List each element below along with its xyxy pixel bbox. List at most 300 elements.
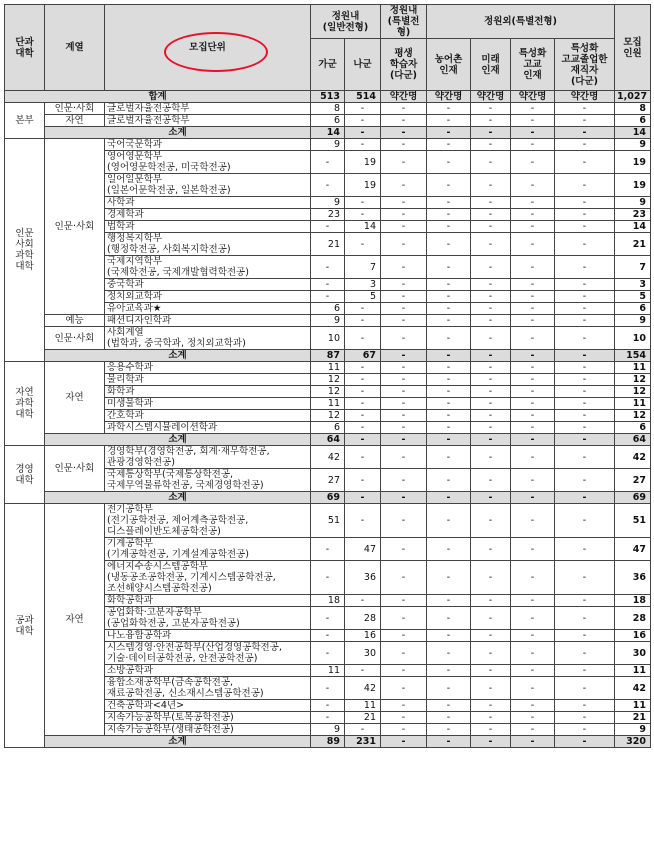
field-name: 인문·사회 [45, 446, 105, 492]
value-specialized-hs: - [511, 724, 555, 736]
value-lifelong: - [381, 327, 427, 350]
value-specialized-grad: - [555, 115, 615, 127]
value-total: 51 [615, 504, 651, 538]
value-ga: 9 [311, 197, 345, 209]
value-na: - [345, 115, 381, 127]
value-future: - [471, 362, 511, 374]
value-specialized-grad: - [555, 256, 615, 279]
value-total: 19 [615, 151, 651, 174]
value-lifelong: - [381, 398, 427, 410]
grand-total-future: 약간명 [471, 91, 511, 103]
value-specialized-grad: - [555, 724, 615, 736]
value-specialized-grad: - [555, 561, 615, 595]
value-lifelong: - [381, 103, 427, 115]
value-specialized-grad: - [555, 422, 615, 434]
value-total: 6 [615, 115, 651, 127]
value-total: 12 [615, 374, 651, 386]
value-rural: - [427, 115, 471, 127]
value-total: 7 [615, 256, 651, 279]
field-name: 예능 [45, 315, 105, 327]
subtotal-row [5, 434, 651, 446]
subtotal-specialized-hs: - [511, 736, 555, 748]
subtotal-na: 231 [345, 736, 381, 748]
value-lifelong: - [381, 422, 427, 434]
value-future: - [471, 665, 511, 677]
grand-total-total: 1,027 [615, 91, 651, 103]
value-future: - [471, 561, 511, 595]
value-na: 36 [345, 561, 381, 595]
value-lifelong: - [381, 469, 427, 492]
value-ga: 51 [311, 504, 345, 538]
subtotal-total: 14 [615, 127, 651, 139]
grand-total-rural: 약간명 [427, 91, 471, 103]
value-future: - [471, 327, 511, 350]
unit-name: 시스템경영·안전공학부(산업경영공학전공, 기술·데이터공학전공, 안전공학전공) [105, 642, 311, 665]
value-na: 30 [345, 642, 381, 665]
value-future: - [471, 209, 511, 221]
value-lifelong: - [381, 538, 427, 561]
value-specialized-hs: - [511, 642, 555, 665]
value-lifelong: - [381, 374, 427, 386]
value-total: 9 [615, 724, 651, 736]
subtotal-lifelong: - [381, 492, 427, 504]
value-rural: - [427, 712, 471, 724]
value-future: - [471, 115, 511, 127]
value-specialized-hs: - [511, 256, 555, 279]
value-future: - [471, 374, 511, 386]
value-rural: - [427, 538, 471, 561]
value-total: 23 [615, 209, 651, 221]
value-specialized-hs: - [511, 197, 555, 209]
value-total: 42 [615, 677, 651, 700]
header-in-special: 정원내 (특별전형) [381, 5, 427, 39]
value-lifelong: - [381, 630, 427, 642]
value-total: 28 [615, 607, 651, 630]
value-total: 36 [615, 561, 651, 595]
value-specialized-grad: - [555, 712, 615, 724]
subtotal-label: 소계 [45, 492, 311, 504]
value-na: - [345, 504, 381, 538]
value-total: 21 [615, 233, 651, 256]
value-total: 9 [615, 197, 651, 209]
value-total: 9 [615, 139, 651, 151]
header-total: 모집 인원 [615, 5, 651, 91]
value-specialized-grad: - [555, 410, 615, 422]
subtotal-future: - [471, 736, 511, 748]
value-total: 16 [615, 630, 651, 642]
value-lifelong: - [381, 151, 427, 174]
value-rural: - [427, 504, 471, 538]
value-ga: 18 [311, 595, 345, 607]
unit-name: 패션디자인학과 [105, 315, 311, 327]
value-ga: - [311, 538, 345, 561]
subtotal-rural: - [427, 350, 471, 362]
header-unit: 모집단위 [105, 5, 311, 91]
value-na: 47 [345, 538, 381, 561]
value-specialized-hs: - [511, 538, 555, 561]
value-specialized-hs: - [511, 139, 555, 151]
value-specialized-hs: - [511, 410, 555, 422]
value-future: - [471, 712, 511, 724]
unit-name: 글로벌자율전공학부 [105, 115, 311, 127]
value-specialized-hs: - [511, 279, 555, 291]
value-lifelong: - [381, 233, 427, 256]
value-na: 21 [345, 712, 381, 724]
value-ga: - [311, 607, 345, 630]
value-lifelong: - [381, 139, 427, 151]
value-total: 11 [615, 665, 651, 677]
value-rural: - [427, 607, 471, 630]
value-rural: - [427, 422, 471, 434]
value-na: - [345, 410, 381, 422]
unit-name: 사회계열 (법학과, 중국학과, 정치외교학과) [105, 327, 311, 350]
value-ga: 12 [311, 374, 345, 386]
value-specialized-grad: - [555, 103, 615, 115]
value-ga: - [311, 700, 345, 712]
subtotal-na: - [345, 127, 381, 139]
table-row [5, 327, 651, 350]
value-lifelong: - [381, 221, 427, 233]
header-in-general: 정원내 (일반전형) [311, 5, 381, 39]
value-specialized-grad: - [555, 139, 615, 151]
table-row [5, 115, 651, 127]
college-name: 본부 [5, 103, 45, 139]
value-specialized-hs: - [511, 303, 555, 315]
subtotal-rural: - [427, 736, 471, 748]
value-specialized-grad: - [555, 327, 615, 350]
subtotal-na: - [345, 434, 381, 446]
value-total: 12 [615, 386, 651, 398]
unit-name: 전기공학부 (전기공학전공, 제어계측공학전공, 디스플레이반도체공학전공) [105, 504, 311, 538]
value-specialized-hs: - [511, 115, 555, 127]
value-total: 6 [615, 422, 651, 434]
subtotal-future: - [471, 492, 511, 504]
value-ga: - [311, 712, 345, 724]
value-lifelong: - [381, 677, 427, 700]
subtotal-specialized-hs: - [511, 127, 555, 139]
value-future: - [471, 221, 511, 233]
value-ga: 21 [311, 233, 345, 256]
value-specialized-hs: - [511, 362, 555, 374]
value-na: - [345, 233, 381, 256]
value-na: - [345, 315, 381, 327]
subtotal-row [5, 350, 651, 362]
value-lifelong: - [381, 665, 427, 677]
table-row [5, 139, 651, 151]
value-ga: 12 [311, 410, 345, 422]
admission-quota-table [4, 4, 651, 748]
unit-name: 법학과 [105, 221, 311, 233]
value-future: - [471, 446, 511, 469]
subtotal-specialized-hs: - [511, 350, 555, 362]
subtotal-specialized-grad: - [555, 350, 615, 362]
value-specialized-hs: - [511, 422, 555, 434]
value-specialized-grad: - [555, 151, 615, 174]
value-ga: 6 [311, 115, 345, 127]
value-na: - [345, 446, 381, 469]
subtotal-rural: - [427, 492, 471, 504]
value-specialized-hs: - [511, 315, 555, 327]
value-ga: - [311, 642, 345, 665]
value-ga: 11 [311, 665, 345, 677]
value-future: - [471, 677, 511, 700]
unit-name: 화학공학과 [105, 595, 311, 607]
value-rural: - [427, 677, 471, 700]
value-total: 27 [615, 469, 651, 492]
value-na: - [345, 303, 381, 315]
value-total: 18 [615, 595, 651, 607]
value-specialized-grad: - [555, 174, 615, 197]
value-future: - [471, 642, 511, 665]
value-specialized-hs: - [511, 209, 555, 221]
value-lifelong: - [381, 291, 427, 303]
unit-name: 지속가능공학부(생태공학전공) [105, 724, 311, 736]
value-na: - [345, 724, 381, 736]
value-specialized-grad: - [555, 700, 615, 712]
value-total: 9 [615, 315, 651, 327]
field-name: 자연 [45, 115, 105, 127]
subtotal-future: - [471, 350, 511, 362]
grand-total-na: 514 [345, 91, 381, 103]
subtotal-row [5, 127, 651, 139]
unit-name: 융합소재공학부(금속공학전공, 재료공학전공, 신소재시스템공학전공) [105, 677, 311, 700]
value-lifelong: - [381, 197, 427, 209]
value-ga: 11 [311, 398, 345, 410]
value-specialized-grad: - [555, 595, 615, 607]
subtotal-lifelong: - [381, 736, 427, 748]
header-ga: 가군 [311, 39, 345, 91]
value-na: - [345, 139, 381, 151]
value-ga: 12 [311, 386, 345, 398]
header-out-special: 정원외(특별전형) [427, 5, 615, 39]
value-ga: - [311, 174, 345, 197]
subtotal-specialized-grad: - [555, 736, 615, 748]
value-specialized-hs: - [511, 174, 555, 197]
value-ga: 6 [311, 422, 345, 434]
subtotal-row [5, 492, 651, 504]
value-lifelong: - [381, 724, 427, 736]
value-na: 42 [345, 677, 381, 700]
subtotal-specialized-hs: - [511, 492, 555, 504]
value-lifelong: - [381, 386, 427, 398]
value-ga: - [311, 677, 345, 700]
value-na: 11 [345, 700, 381, 712]
unit-name: 과학시스템시뮬레이션학과 [105, 422, 311, 434]
value-ga: 10 [311, 327, 345, 350]
value-rural: - [427, 642, 471, 665]
unit-name: 경영학부(경영학전공, 회계·재무학전공, 관광경영학전공) [105, 446, 311, 469]
value-rural: - [427, 327, 471, 350]
field-name: 자연 [45, 362, 105, 434]
unit-name: 지속가능공학부(토목공학전공) [105, 712, 311, 724]
unit-name: 정치외교학과 [105, 291, 311, 303]
value-lifelong: - [381, 642, 427, 665]
value-na: - [345, 197, 381, 209]
subtotal-na: - [345, 492, 381, 504]
value-specialized-grad: - [555, 607, 615, 630]
table-row [5, 103, 651, 115]
value-na: 5 [345, 291, 381, 303]
unit-name: 미생물학과 [105, 398, 311, 410]
value-rural: - [427, 174, 471, 197]
value-specialized-hs: - [511, 700, 555, 712]
value-future: - [471, 422, 511, 434]
value-na: 19 [345, 174, 381, 197]
value-ga: - [311, 279, 345, 291]
value-specialized-hs: - [511, 595, 555, 607]
field-name: 인문·사회 [45, 139, 105, 315]
value-specialized-hs: - [511, 233, 555, 256]
college-name: 자연 과학 대학 [5, 362, 45, 446]
value-ga: 23 [311, 209, 345, 221]
value-rural: - [427, 315, 471, 327]
value-future: - [471, 504, 511, 538]
value-specialized-hs: - [511, 386, 555, 398]
unit-name: 행정복지학부 (행정학전공, 사회복지학전공) [105, 233, 311, 256]
value-future: - [471, 630, 511, 642]
value-na: - [345, 595, 381, 607]
value-ga: - [311, 630, 345, 642]
subtotal-total: 64 [615, 434, 651, 446]
subtotal-specialized-grad: - [555, 434, 615, 446]
subtotal-row [5, 736, 651, 748]
value-rural: - [427, 303, 471, 315]
value-total: 47 [615, 538, 651, 561]
value-na: - [345, 422, 381, 434]
grand-total-ga: 513 [311, 91, 345, 103]
value-na: - [345, 327, 381, 350]
header-na: 나군 [345, 39, 381, 91]
header-future: 미래 인재 [471, 39, 511, 91]
subtotal-rural: - [427, 127, 471, 139]
value-future: - [471, 103, 511, 115]
value-na: - [345, 665, 381, 677]
unit-name: 사학과 [105, 197, 311, 209]
grand-total-row [5, 91, 651, 103]
value-lifelong: - [381, 115, 427, 127]
value-total: 3 [615, 279, 651, 291]
value-specialized-hs: - [511, 607, 555, 630]
value-future: - [471, 139, 511, 151]
header-row-top [5, 5, 651, 39]
value-future: - [471, 315, 511, 327]
grand-total-label: 합계 [5, 91, 311, 103]
value-total: 10 [615, 327, 651, 350]
subtotal-total: 69 [615, 492, 651, 504]
value-specialized-hs: - [511, 291, 555, 303]
subtotal-ga: 64 [311, 434, 345, 446]
value-rural: - [427, 386, 471, 398]
value-ga: 42 [311, 446, 345, 469]
value-rural: - [427, 197, 471, 209]
grand-total-lifelong: 약간명 [381, 91, 427, 103]
unit-name: 기계공학부 (기계공학전공, 기계설계공학전공) [105, 538, 311, 561]
unit-name: 일어일문학부 (일본어문학전공, 일본학전공) [105, 174, 311, 197]
subtotal-total: 154 [615, 350, 651, 362]
value-specialized-grad: - [555, 303, 615, 315]
value-ga: - [311, 151, 345, 174]
unit-name: 국제지역학부 (국제학전공, 국제개발협력학전공) [105, 256, 311, 279]
value-lifelong: - [381, 446, 427, 469]
value-specialized-hs: - [511, 103, 555, 115]
college-name: 경영 대학 [5, 446, 45, 504]
value-na: 3 [345, 279, 381, 291]
value-rural: - [427, 233, 471, 256]
value-na: 16 [345, 630, 381, 642]
value-specialized-hs: - [511, 712, 555, 724]
value-total: 5 [615, 291, 651, 303]
value-rural: - [427, 561, 471, 595]
value-total: 8 [615, 103, 651, 115]
value-future: - [471, 279, 511, 291]
value-ga: 9 [311, 139, 345, 151]
value-future: - [471, 700, 511, 712]
value-future: - [471, 595, 511, 607]
value-rural: - [427, 446, 471, 469]
subtotal-lifelong: - [381, 350, 427, 362]
value-specialized-grad: - [555, 209, 615, 221]
value-future: - [471, 607, 511, 630]
value-ga: 27 [311, 469, 345, 492]
value-na: - [345, 103, 381, 115]
subtotal-specialized-grad: - [555, 127, 615, 139]
value-specialized-hs: - [511, 398, 555, 410]
value-specialized-grad: - [555, 630, 615, 642]
value-total: 12 [615, 410, 651, 422]
subtotal-lifelong: - [381, 127, 427, 139]
table-row [5, 362, 651, 374]
value-rural: - [427, 151, 471, 174]
value-rural: - [427, 209, 471, 221]
value-specialized-grad: - [555, 469, 615, 492]
subtotal-rural: - [427, 434, 471, 446]
value-lifelong: - [381, 410, 427, 422]
value-ga: 9 [311, 315, 345, 327]
value-specialized-grad: - [555, 291, 615, 303]
subtotal-label: 소계 [45, 736, 311, 748]
value-future: - [471, 538, 511, 561]
value-rural: - [427, 221, 471, 233]
unit-name: 공업화학·고분자공학부 (공업화학전공, 고분자공학전공) [105, 607, 311, 630]
value-specialized-grad: - [555, 677, 615, 700]
value-specialized-grad: - [555, 665, 615, 677]
value-total: 11 [615, 398, 651, 410]
value-specialized-grad: - [555, 504, 615, 538]
table-row [5, 315, 651, 327]
field-name: 인문·사회 [45, 327, 105, 350]
value-future: - [471, 197, 511, 209]
value-lifelong: - [381, 256, 427, 279]
value-future: - [471, 469, 511, 492]
value-rural: - [427, 724, 471, 736]
value-total: 42 [615, 446, 651, 469]
value-rural: - [427, 398, 471, 410]
value-lifelong: - [381, 209, 427, 221]
subtotal-label: 소계 [45, 127, 311, 139]
value-future: - [471, 233, 511, 256]
header-lifelong: 평생 학습자 (다군) [381, 39, 427, 91]
unit-name: 글로벌자율전공학부 [105, 103, 311, 115]
value-na: - [345, 386, 381, 398]
value-specialized-grad: - [555, 197, 615, 209]
value-rural: - [427, 279, 471, 291]
value-ga: - [311, 291, 345, 303]
unit-name: 중국학과 [105, 279, 311, 291]
value-rural: - [427, 362, 471, 374]
value-specialized-grad: - [555, 538, 615, 561]
value-lifelong: - [381, 504, 427, 538]
subtotal-specialized-grad: - [555, 492, 615, 504]
